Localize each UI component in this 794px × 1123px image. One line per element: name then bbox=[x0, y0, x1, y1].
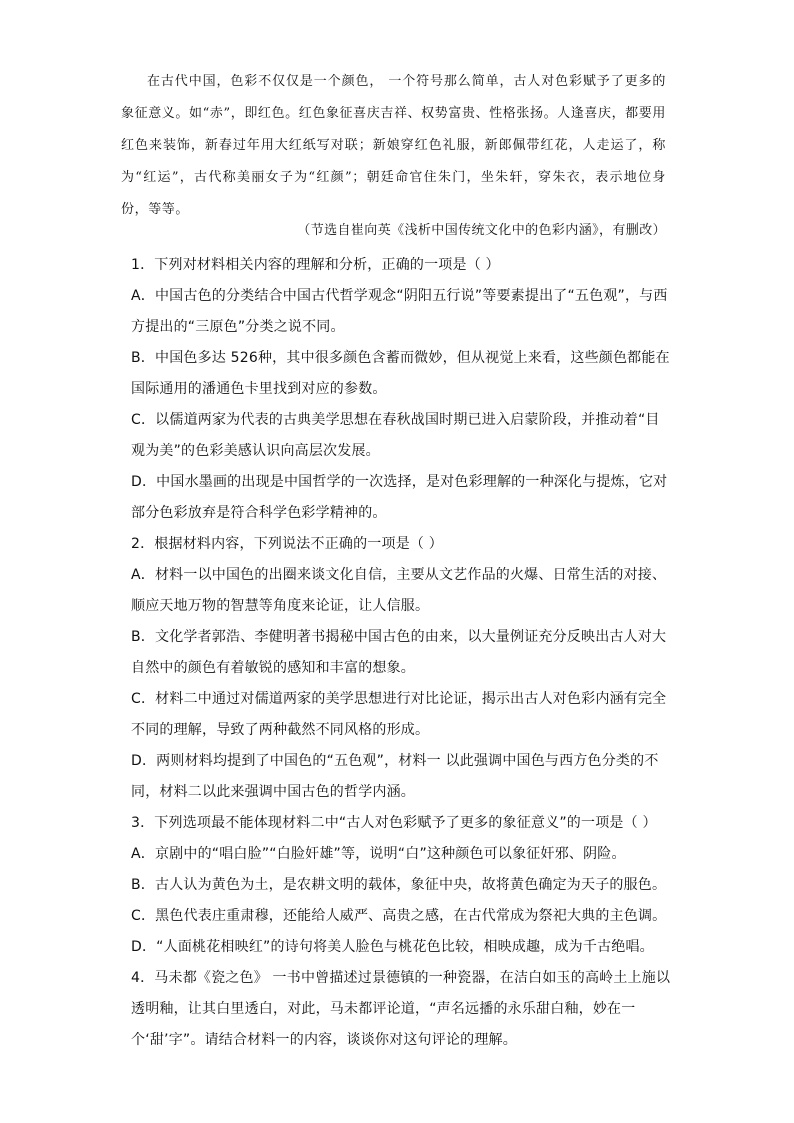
question-4 bbox=[131, 963, 671, 1056]
passage-paragraph: 在古代中国，色彩不仅仅是一个颜色， 一个符号那么简单，古人对色彩赋予了更多的象征意义。如“赤”，即红色。红色象征喜庆吉祥、权势富贵、性格张扬。人逢喜庆，都要用红色来装饰，新春过年用大红纸写对联；新娘穿红色礼服，新郎佩带红花，人走运了，称为“红运”，古代称美丽女子为“红颜”；朝廷命官住朱门，坐朱轩，穿朱衣，表示地位身份，等等。 bbox=[121, 74, 666, 217]
option-a: A．材料一以中国色的出圈来谈文化自信，主要从文艺作品的火爆、日常生活的对接、顺应天地万物的智慧等角度来论证，让人信服。 bbox=[131, 567, 667, 614]
question-2 bbox=[131, 529, 671, 808]
option-b: B．文化学者郭浩、李健明著书揭秘中国古色的由来，以大量例证充分反映出古人对大自然中的颜色有着敏锐的感知和丰富的想象。 bbox=[131, 629, 667, 676]
question-stem: 2．根据材料内容，下列说法不正确的一项是（ ） bbox=[131, 536, 443, 552]
option-a: A．京剧中的“唱白脸”“白脸奸雄”等，说明“白”这种颜色可以象征奸邪、阴险。 bbox=[131, 846, 626, 862]
option-c: C．材料二中通过对儒道两家的美学思想进行对比论证，揭示出古人对色彩内涵有完全不同的理解，导致了两种截然不同风格的形成。 bbox=[131, 691, 667, 738]
option-c: C．以儒道两家为代表的古典美学思想在春秋战国时期已进入启蒙阶段，并推动着“目观为美”的色彩美感认识向高层次发展。 bbox=[131, 412, 660, 459]
question-1 bbox=[131, 250, 671, 529]
passage-source: （节选自崔向英《浅析中国传统文化中的色彩内涵》，有删改） bbox=[297, 223, 666, 238]
option-d: D．两则材料均提到了中国色的“五色观”，材料一 以此强调中国色与西方色分类的不同，材料二以此来强调中国古色的哲学内涵。 bbox=[131, 753, 659, 800]
question-stem: 3．下列选项最不能体现材料二中“古人对色彩赋予了更多的象征意义”的一项是（ ） bbox=[131, 815, 657, 831]
question-stem: 4．马未都《瓷之色》 一书中曾描述过景德镇的一种瓷器，在洁白如玉的高岭土上施以透明釉，让其白里透白，对此，马未都评论道，“声名远播的永乐甜白釉，妙在一个‘甜’字”。请结合材料一的内容，谈谈你对这句评论的理解。 bbox=[131, 970, 671, 1048]
question-stem: 1．下列对材料相关内容的理解和分析，正确的一项是（ ） bbox=[131, 257, 500, 273]
passage-excerpt bbox=[121, 66, 666, 226]
option-b: B．古人认为黄色为土，是农耕文明的载体，象征中央，故将黄色确定为天子的服色。 bbox=[131, 877, 667, 893]
option-d: D．中国水墨画的出现是中国哲学的一次选择，是对色彩理解的一种深化与提炼，它对部分色彩放弃是符合科学色彩学精神的。 bbox=[131, 474, 668, 521]
option-d: D．“人面桃花相映红”的诗句将美人脸色与桃花色比较，相映成趣，成为千古绝唱。 bbox=[131, 939, 654, 955]
option-c: C．黑色代表庄重肃穆，还能给人威严、高贵之感，在古代常成为祭祀大典的主色调。 bbox=[131, 908, 667, 924]
question-3 bbox=[131, 808, 671, 963]
question-list bbox=[131, 250, 671, 1056]
option-b: B．中国色多达 526种，其中很多颜色含蓄而微妙，但从视觉上来看，这些颜色都能在国际通用的潘通色卡里找到对应的参数。 bbox=[131, 350, 670, 397]
option-a: A．中国古色的分类结合中国古代哲学观念“阴阳五行说”等要素提出了“五色观”，与西方提出的“三原色”分类之说不同。 bbox=[131, 288, 668, 335]
